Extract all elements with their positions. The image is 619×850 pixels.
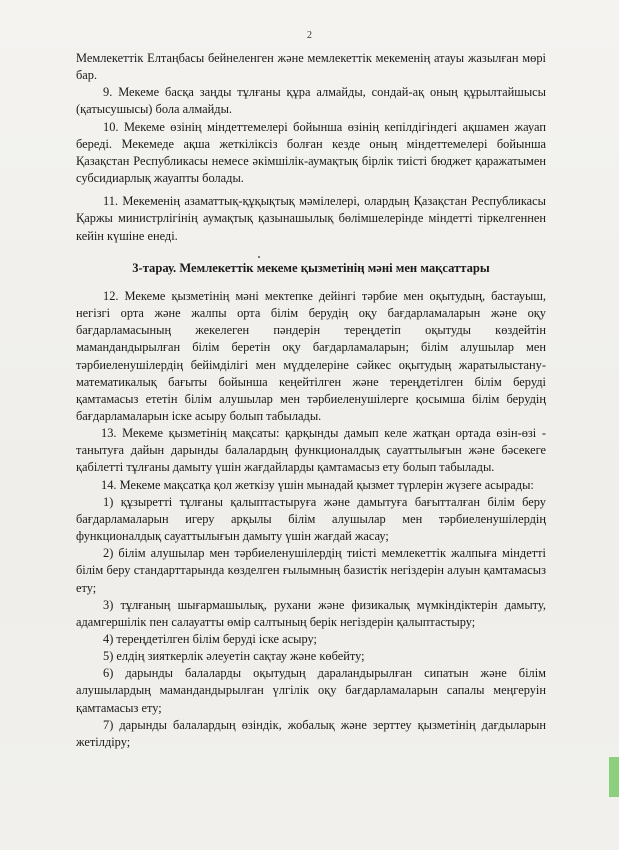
list-item-6: 6) дарынды балаларды оқытудың дараландырылған сипатын және білім алушылардың мамандандырылған үлгілік оқу бағдарламаларын сапалы меңгеруін қамтамасыз ету; [76, 666, 546, 715]
page-number: 2 [307, 30, 312, 41]
paragraph-9: 9. Мекеме басқа заңды тұлғаны құра алмайды, сондай-ақ оның құрылтайшысы (қатысушысы) бола алмайды. [76, 85, 546, 117]
scan-edge-mark [609, 757, 619, 797]
list-item-2: 2) білім алушылар мен тәрбиеленушілердің тиісті мемлекеттік жалпыға міндетті білім беру стандарттарында көзделген ғылымның базистік негіздерін алуын қамтамасыз ету; [76, 546, 546, 595]
paragraph-14: 14. Мекеме мақсатқа қол жеткізу үшін мынадай қызмет түрлерін жүзеге асырады: [101, 477, 534, 492]
document-body [76, 50, 546, 751]
paragraph-13: 13. Мекеме қызметінің мақсаты: қарқынды дамып келе жатқан ортада өзін-өзі - танытуға дайын дарынды балалардың функционалдық сауаттылығын және бәсекеге қабілетті тұлғаны дамыту үшін жағдайларды қамтамасыз ету болып табылады. [76, 426, 546, 475]
chapter-heading: 3-тарау. Мемлекеттік мекеме қызметінің мәні мен мақсаттары [132, 260, 490, 275]
scan-speck [258, 256, 260, 258]
paragraph-11: 11. Мекеменің азаматтық-құқықтық мәмілелері, олардың Қазақстан Республикасы Қаржы министрлігінің аумақтық қазынашылық бөлімшелерінде міндетті тіркелгеннен кейін күшіне енеді. [76, 194, 546, 243]
list-item-5: 5) елдің зияткерлік әлеуетін сақтау және көбейту; [103, 649, 365, 664]
list-item-3: 3) тұлғаның шығармашылық, рухани және физикалық мүмкіндіктерін дамыту, адамгершілік пен салауатты өмір салтының берік негіздерін қалыптастыру; [76, 597, 546, 629]
list-item-4: 4) тереңдетілген білім беруді іске асыру; [103, 632, 317, 646]
paragraph-12: 12. Мекеме қызметінің мәні мектепке дейінгі тәрбие мен оқытудың, бастауыш, негізгі орта және жалпы орта білім берудің оқу бағдарламаларын және оқу бағдарламасының жекелеген пәндерін тереңдетіп оқытуды көздейтін мамандандырылған білім беретін оқу бағдарламаларын; білім алушылар мен тәрбиеленушілердің бейімділігі мен мүдделеріне сәйкес оқытудың жаратылыстану-математикалық бағыты бойынша кеңейтілген және тереңдетілген білім беруді қамтамасыз ететін білім алушылар мен тәрбиеленушілерге қосымша білім берудің бағдарламаларын іске асыру болып табылады. [76, 288, 546, 423]
paragraph-10: 10. Мекеме өзінің міндеттемелері бойынша өзінің кепілдігіндегі ақшамен жауап береді. Мекемеде ақша жеткіліксіз болған кезде оның міндеттемелері бойынша Қазақстан Республикасы немесе әкімшілік-аумақтық бірлік тиісті бюджет қаражатымен субсидиарлық жауапты болады. [76, 119, 546, 186]
list-item-1: 1) құзыретті тұлғаны қалыптастыруға және дамытуға бағытталған білім беру бағдарламаларын игеру арқылы білім алушылар мен тәрбиеленушілердің функционалдық сауаттылығын дамыту үшін жағдай жасау; [76, 494, 546, 544]
list-item-7: 7) дарынды балалардың өзіндік, жобалық және зерттеу қызметінің дағдыларын жетілдіру; [76, 717, 546, 749]
paragraph-seal: Мемлекеттік Елтаңбасы бейнеленген және мемлекеттік мекеменің атауы жазылған мөрі бар. [76, 51, 546, 83]
